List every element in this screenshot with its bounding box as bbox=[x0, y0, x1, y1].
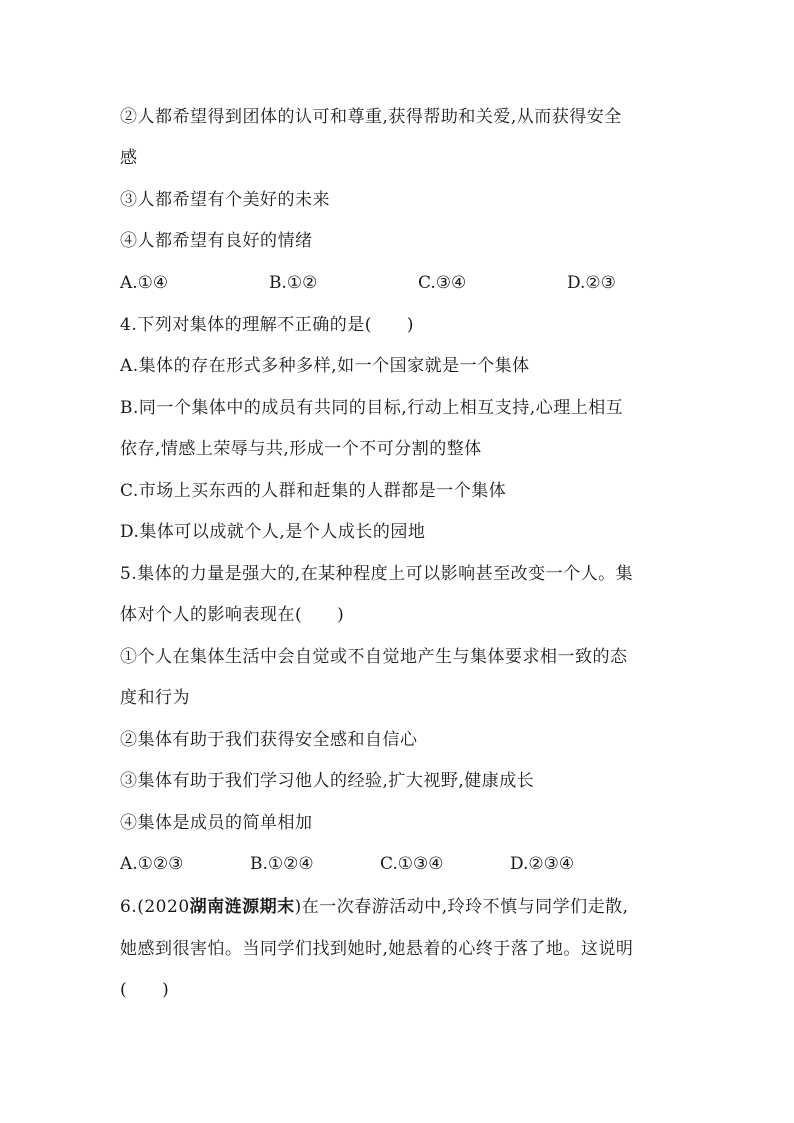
q3-option-a: A.①④ bbox=[120, 273, 169, 293]
q5-statement-3: ③集体有助于我们学习他人的经验,扩大视野,健康成长 bbox=[120, 771, 535, 791]
q3-option-b: B.①② bbox=[269, 273, 318, 293]
q5-statement-1-line-1: ①个人在集体生活中会自觉或不自觉地产生与集体要求相一致的态 bbox=[120, 647, 628, 667]
q4-option-c: C.市场上买东西的人群和赶集的人群都是一个集体 bbox=[120, 481, 507, 501]
q4-option-d: D.集体可以成就个人,是个人成长的园地 bbox=[120, 522, 426, 542]
q6-stem-line-1 bbox=[120, 895, 629, 919]
q6-source-open: (2020 bbox=[137, 897, 190, 917]
q3-statement-2-line-1: ②人都希望得到团体的认可和尊重,获得帮助和关爱,从而获得安全 bbox=[120, 107, 622, 127]
q4-option-b-line-2: 依存,情感上荣辱与共,形成一个不可分割的整体 bbox=[120, 439, 482, 459]
q4-option-a: A.集体的存在形式多种多样,如一个国家就是一个集体 bbox=[120, 356, 530, 376]
q6-stem-line-3: ( ) bbox=[120, 980, 170, 1000]
q6-stem-line-2: 她感到很害怕。当同学们找到她时,她悬着的心终于落了地。这说明 bbox=[120, 939, 634, 959]
q3-option-d: D.②③ bbox=[567, 273, 616, 293]
q5-option-b: B.①②④ bbox=[250, 854, 314, 874]
q5-option-d: D.②③④ bbox=[510, 854, 575, 874]
q3-statement-2-line-2: 感 bbox=[120, 148, 138, 168]
q4-stem: 4.下列对集体的理解不正确的是( ) bbox=[120, 315, 414, 335]
q5-option-c: C.①③④ bbox=[380, 854, 444, 874]
q6-stem-text: 在一次春游活动中,玲玲不慎与同学们走散, bbox=[301, 897, 629, 917]
q3-option-c: C.③④ bbox=[418, 273, 467, 293]
q5-stem-line-1: 5.集体的力量是强大的,在某种程度上可以影响甚至改变一个人。集 bbox=[120, 564, 634, 584]
q3-statement-3: ③人都希望有个美好的未来 bbox=[120, 190, 330, 210]
q5-statement-2: ②集体有助于我们获得安全感和自信心 bbox=[120, 730, 418, 750]
q6-number: 6. bbox=[120, 897, 138, 917]
q4-option-b-line-1: B.同一个集体中的成员有共同的目标,行动上相互支持,心理上相互 bbox=[120, 398, 624, 418]
q6-source-close: ) bbox=[294, 897, 302, 917]
q5-stem-line-2: 体对个人的影响表现在( ) bbox=[120, 605, 345, 625]
q3-statement-4: ④人都希望有良好的情绪 bbox=[120, 231, 313, 251]
q5-statement-1-line-2: 度和行为 bbox=[120, 688, 190, 708]
q6-source-label: 湖南涟源期末 bbox=[189, 897, 295, 917]
q5-statement-4: ④集体是成员的简单相加 bbox=[120, 813, 313, 833]
q5-option-a: A.①②③ bbox=[120, 854, 184, 874]
